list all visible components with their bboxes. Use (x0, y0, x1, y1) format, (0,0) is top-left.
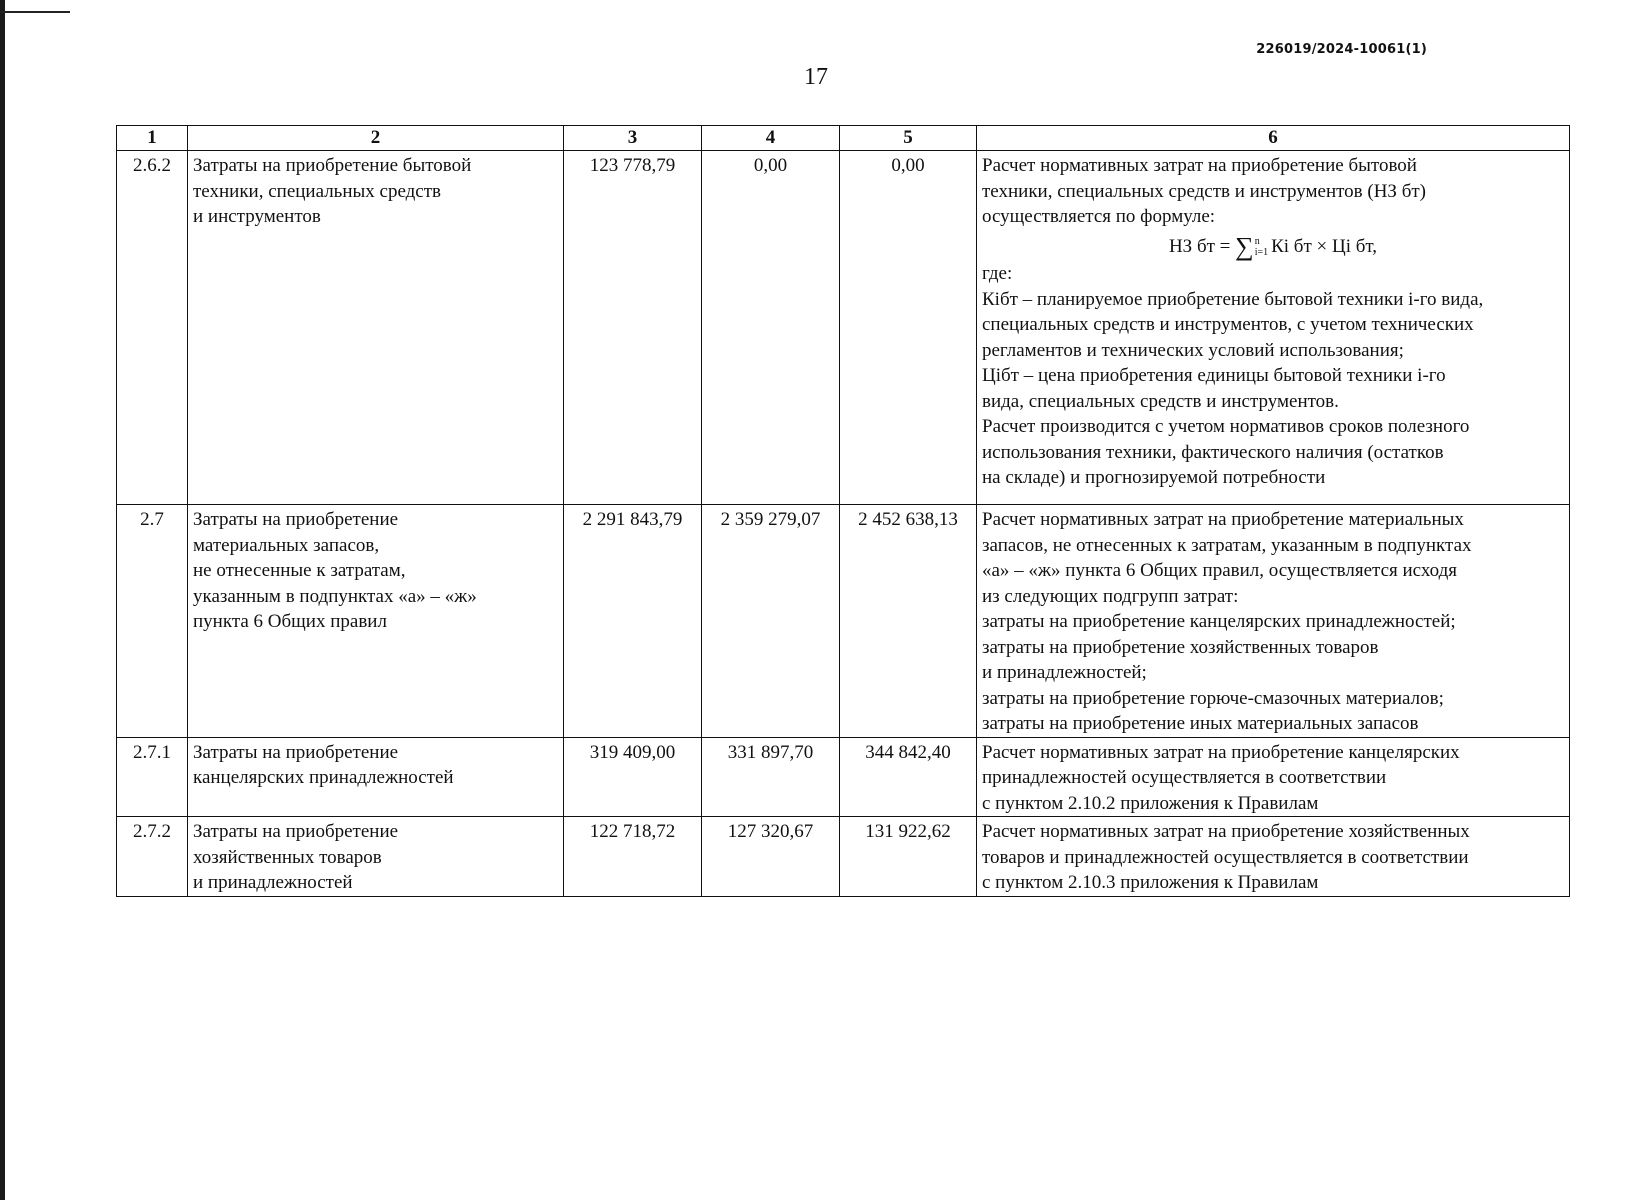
column-header: 2 (188, 126, 564, 151)
page-number: 17 (804, 64, 828, 90)
column-header: 6 (977, 126, 1570, 151)
row-value-col5: 131 922,62 (840, 817, 977, 897)
formula (982, 230, 1564, 262)
table-row (117, 737, 1570, 817)
row-value-col5: 0,00 (840, 151, 977, 505)
table-header-row (117, 126, 1570, 151)
description-line: Цiбт – цена приобретения единицы бытовой техники i-го (982, 365, 1446, 386)
row-value-col4: 331 897,70 (702, 737, 840, 817)
row-name-line: Затраты на приобретение (193, 741, 399, 763)
row-description (977, 817, 1570, 897)
description-line: Расчет производится с учетом нормативов сроков полезного (982, 416, 1470, 437)
document-number: 226019/2024-10061(1) (1256, 42, 1427, 57)
table-row (117, 505, 1570, 738)
description-line: товаров и принадлежностей осуществляется в соответствии (982, 846, 1469, 868)
description-line: запасов, не отнесенных к затратам, указанным в подпунктах (982, 534, 1472, 556)
description-line: с пунктом 2.10.3 приложения к Правилам (982, 872, 1319, 893)
description-line: затраты на приобретение хозяйственных товаров (982, 636, 1379, 658)
description-line: затраты на приобретение иных материальных запасов (982, 713, 1419, 734)
row-name (188, 817, 564, 897)
row-name-line: Затраты на приобретение (193, 821, 399, 842)
row-value-col5: 2 452 638,13 (840, 505, 977, 738)
row-name-line: канцелярских принадлежностей (193, 767, 454, 788)
description-line: с пунктом 2.10.2 приложения к Правилам (982, 792, 1319, 814)
row-value-col5: 344 842,40 (840, 737, 977, 817)
row-value-col3: 319 409,00 (564, 737, 702, 817)
table-row (117, 817, 1570, 897)
row-name-line: Затраты на приобретение бытовой (193, 155, 472, 176)
table-row (117, 151, 1570, 505)
row-name (188, 151, 564, 505)
formula-lhs: НЗ бт = (1168, 235, 1231, 257)
row-name-line: не отнесенные к затратам, (193, 560, 406, 581)
row-name-line: и принадлежностей (193, 872, 353, 893)
column-header: 5 (840, 126, 977, 151)
row-name (188, 737, 564, 817)
cost-table (116, 125, 1570, 897)
description-line: Расчет нормативных затрат на приобретение материальных (982, 509, 1464, 530)
sum-limits (1255, 236, 1268, 258)
formula-rhs: Кi бт × Цi бт, (1271, 235, 1378, 257)
description-line: из следующих подгрупп затрат: (982, 585, 1239, 607)
description-line: на складе) и прогнозируемой потребности (982, 467, 1326, 488)
description-line: «а» – «ж» пункта 6 Общих правил, осуществляется исходя (982, 560, 1457, 581)
row-name-line: хозяйственных товаров (193, 846, 382, 868)
row-name-line: Затраты на приобретение (193, 509, 399, 530)
row-name-line: материальных запасов, (193, 534, 380, 556)
row-name (188, 505, 564, 738)
description-line: использования техники, фактического наличия (остатков (982, 441, 1444, 463)
description-line: регламентов и технических условий использования; (982, 339, 1404, 361)
row-code: 2.7.1 (117, 737, 188, 817)
description-line: Расчет нормативных затрат на приобретение хозяйственных (982, 821, 1470, 842)
description-line: Кiбт – планируемое приобретение бытовой техники i-го вида, (982, 288, 1484, 310)
description-line: где: (982, 263, 1013, 284)
row-value-col3: 123 778,79 (564, 151, 702, 505)
sum-symbol: ∑ (1235, 231, 1254, 261)
description-line: затраты на приобретение канцелярских принадлежностей; (982, 611, 1456, 632)
description-line: Расчет нормативных затрат на приобретение бытовой (982, 155, 1417, 176)
row-value-col4: 2 359 279,07 (702, 505, 840, 738)
row-code: 2.7 (117, 505, 188, 738)
row-name-line: и инструментов (193, 206, 321, 227)
row-description (977, 151, 1570, 505)
sum-upper-limit: n (1254, 236, 1260, 248)
scan-edge (0, 0, 5, 1200)
row-code: 2.7.2 (117, 817, 188, 897)
column-header: 4 (702, 126, 840, 151)
description-line: осуществляется по формуле: (982, 206, 1216, 227)
description-line: Расчет нормативных затрат на приобретение канцелярских (982, 741, 1460, 763)
row-value-col3: 2 291 843,79 (564, 505, 702, 738)
row-value-col3: 122 718,72 (564, 817, 702, 897)
row-description (977, 737, 1570, 817)
description-line: затраты на приобретение горюче-смазочных материалов; (982, 687, 1444, 709)
row-name-line: пункта 6 Общих правил (193, 611, 387, 632)
row-value-col4: 0,00 (702, 151, 840, 505)
row-name-line: техники, специальных средств (193, 180, 442, 202)
row-description (977, 505, 1570, 738)
description-line: принадлежностей осуществляется в соответствии (982, 767, 1387, 788)
column-header: 3 (564, 126, 702, 151)
description-line: техники, специальных средств и инструментов (НЗ бт) (982, 180, 1426, 202)
sum-lower-limit: i=1 (1254, 247, 1269, 259)
row-code: 2.6.2 (117, 151, 188, 505)
description-line: вида, специальных средств и инструментов. (982, 390, 1339, 412)
row-name-line: указанным в подпунктах «а» – «ж» (193, 585, 477, 607)
description-line: и принадлежностей; (982, 662, 1147, 683)
column-header: 1 (117, 126, 188, 151)
row-value-col4: 127 320,67 (702, 817, 840, 897)
description-line: специальных средств и инструментов, с учетом технических (982, 314, 1474, 335)
scan-corner-mark (0, 11, 70, 13)
